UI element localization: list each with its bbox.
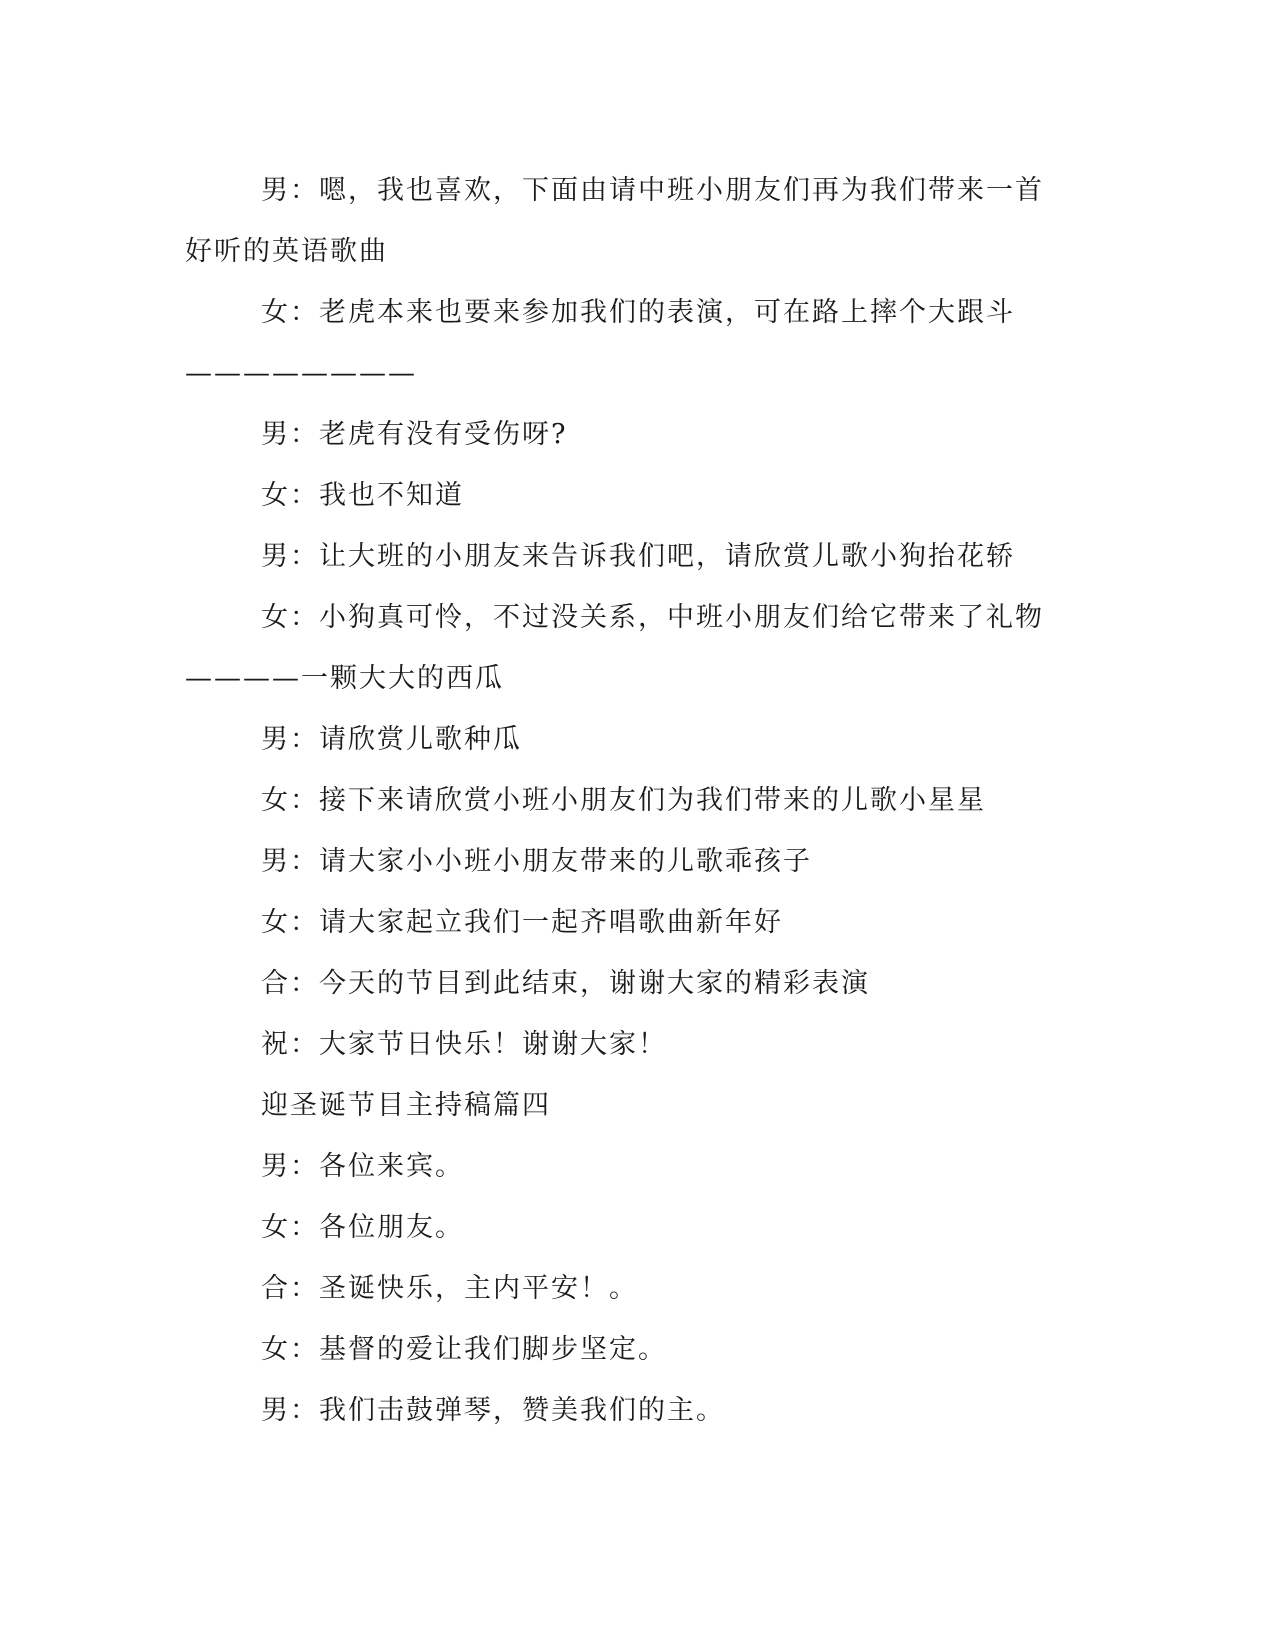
document-body: [185, 160, 1065, 1441]
paragraph: 男：各位来宾。: [261, 1151, 464, 1182]
paragraph: 女：我也不知道: [261, 480, 464, 511]
section-heading: 迎圣诞节目主持稿篇四: [261, 1090, 551, 1121]
paragraph: 男：我们击鼓弹琴，赞美我们的主。: [261, 1395, 725, 1426]
paragraph: 男：请大家小小班小朋友带来的儿歌乖孩子: [261, 846, 812, 877]
paragraph: 合：圣诞快乐，主内平安！。: [261, 1273, 638, 1304]
paragraph: 女：老虎本来也要来参加我们的表演，可在路上摔个大跟斗————————: [185, 297, 1015, 389]
paragraph: 女：基督的爱让我们脚步坚定。: [261, 1334, 667, 1365]
paragraph: 女：请大家起立我们一起齐唱歌曲新年好: [261, 907, 783, 938]
paragraph: 女：接下来请欣赏小班小朋友们为我们带来的儿歌小星星: [261, 785, 986, 816]
paragraph: 合：今天的节目到此结束，谢谢大家的精彩表演: [261, 968, 870, 999]
paragraph: 女：小狗真可怜，不过没关系，中班小朋友们给它带来了礼物————一颗大大的西瓜: [185, 602, 1044, 694]
paragraph: 男：嗯，我也喜欢，下面由请中班小朋友们再为我们带来一首好听的英语歌曲: [185, 175, 1044, 267]
paragraph: 男：老虎有没有受伤呀?: [261, 419, 568, 450]
paragraph: 男：请欣赏儿歌种瓜: [261, 724, 522, 755]
paragraph: 男：让大班的小朋友来告诉我们吧，请欣赏儿歌小狗抬花轿: [261, 541, 1015, 572]
paragraph: 祝：大家节日快乐！谢谢大家！: [261, 1029, 667, 1060]
paragraph: 女：各位朋友。: [261, 1212, 464, 1243]
